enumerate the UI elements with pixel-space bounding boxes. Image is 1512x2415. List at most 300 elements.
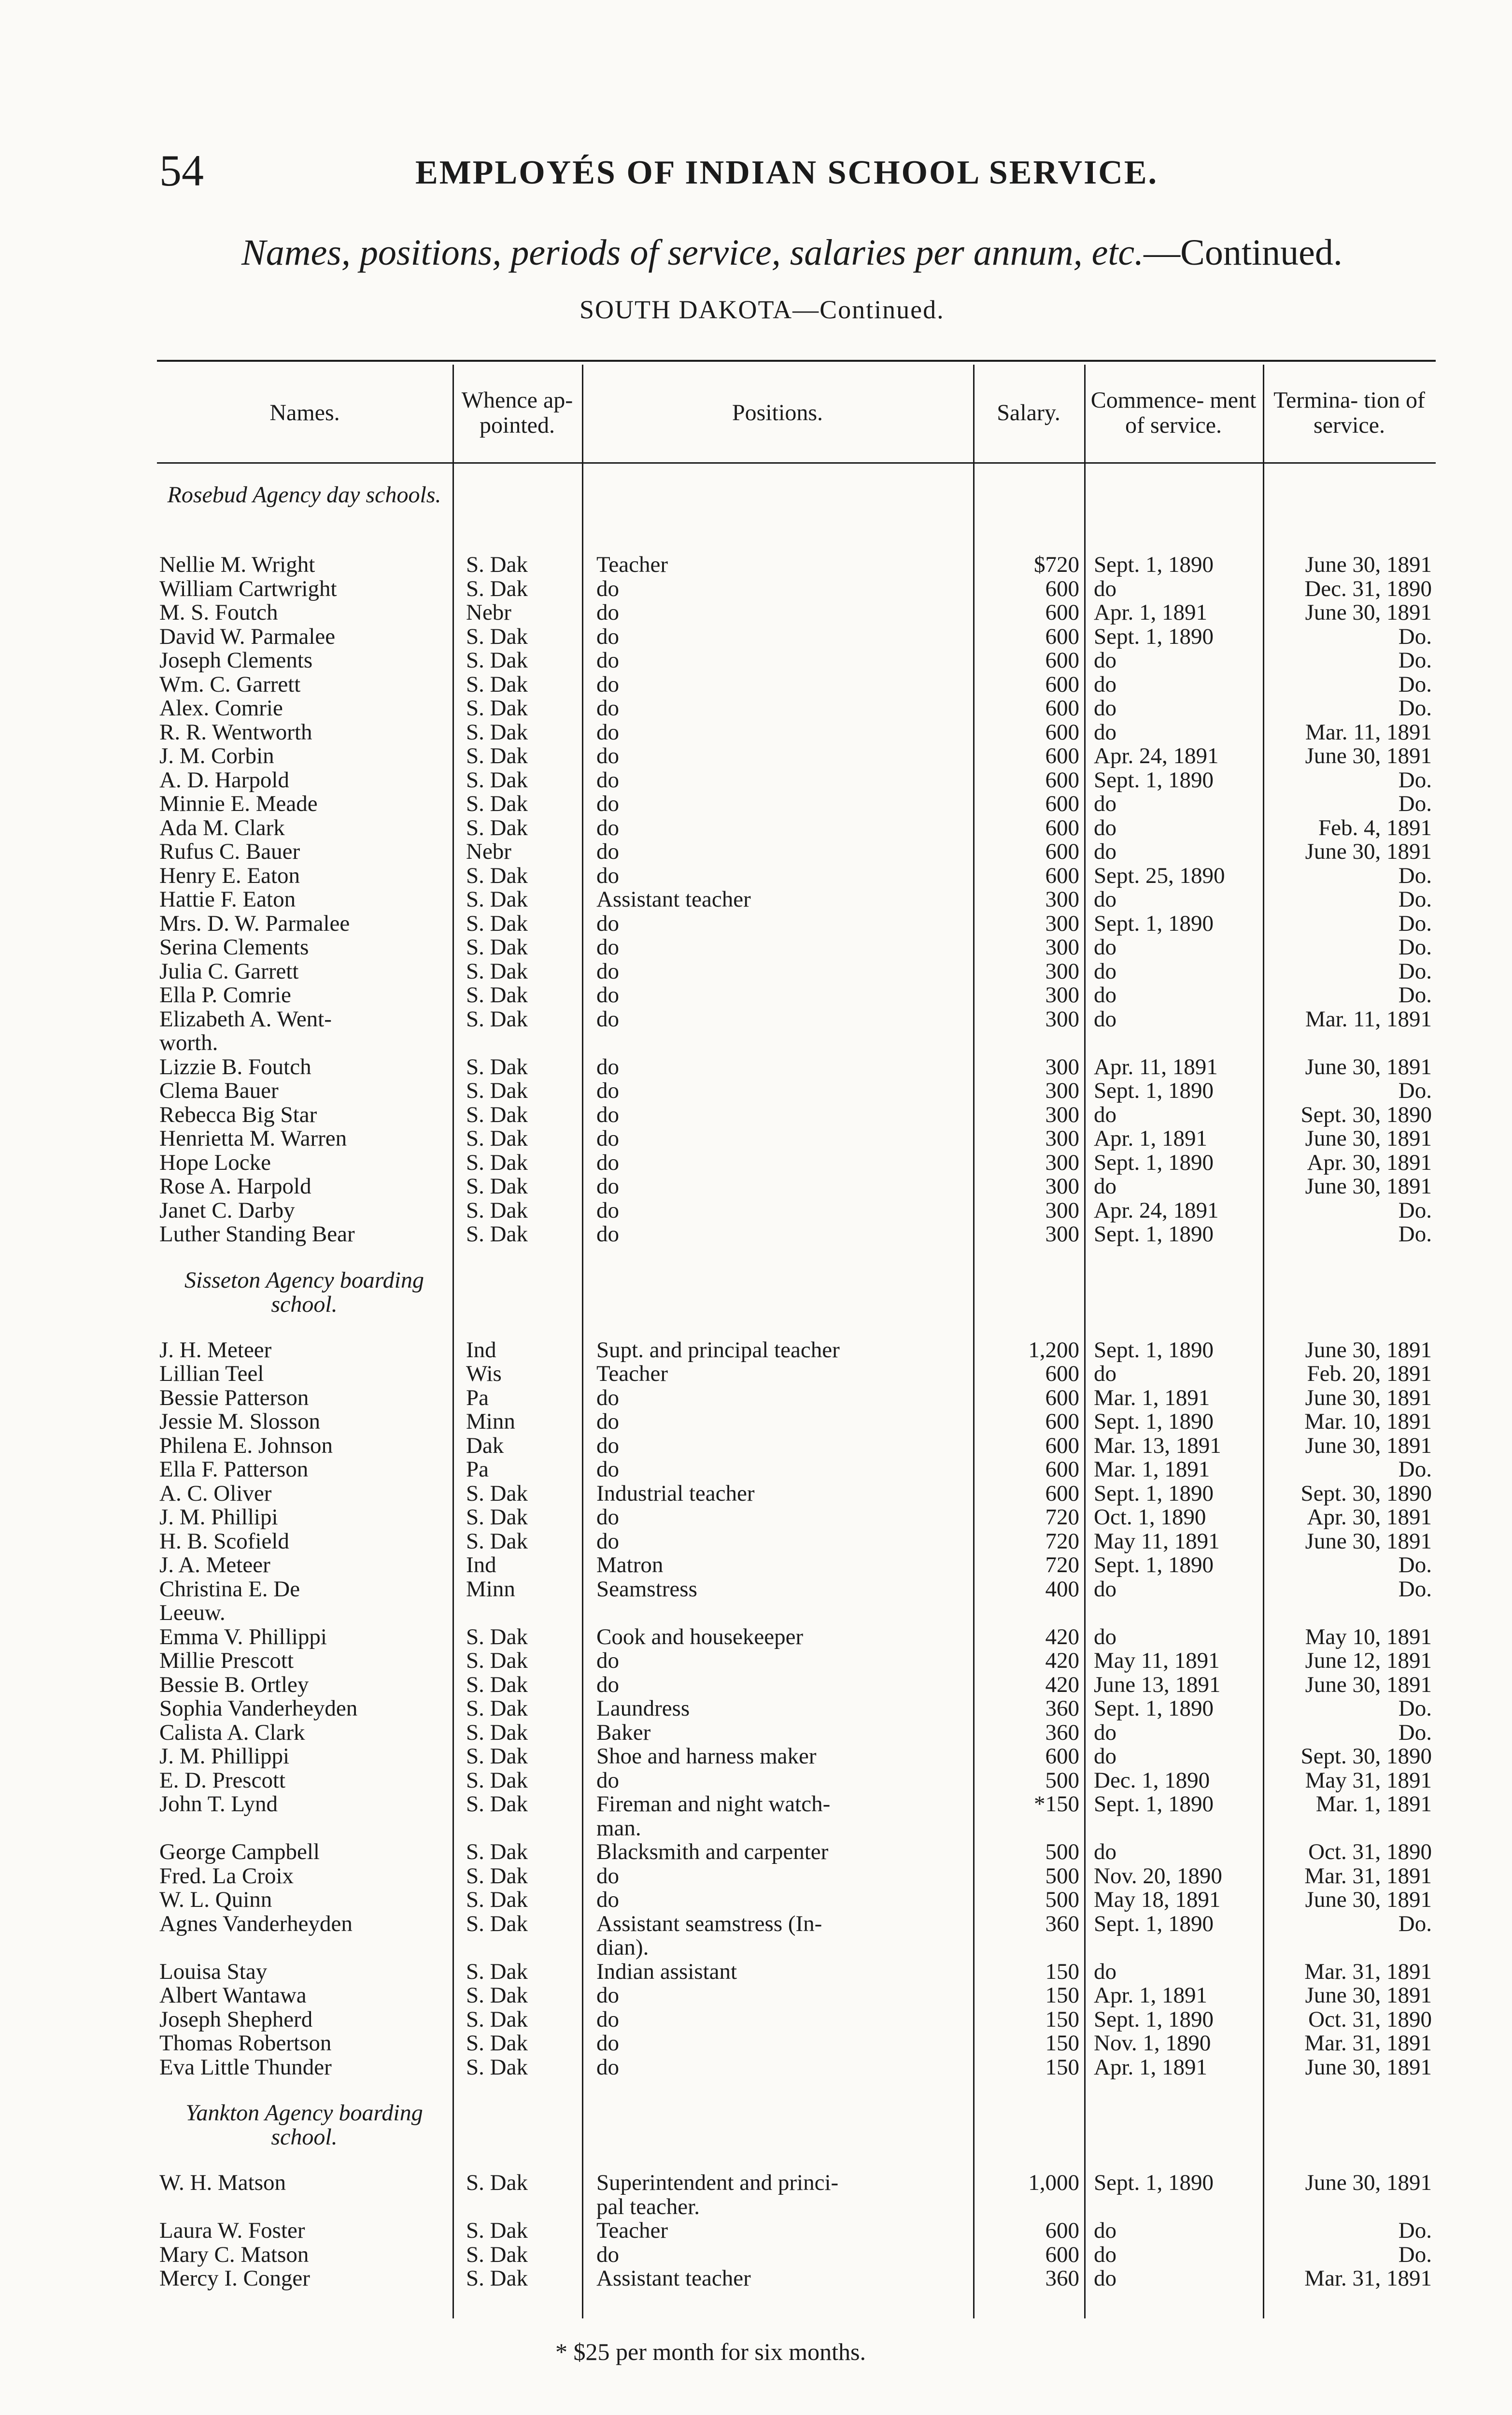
whence-appointed: S. Dak xyxy=(466,2171,528,2195)
termination-date: Do. xyxy=(1398,1079,1432,1103)
termination-date: Do. xyxy=(1398,1222,1432,1247)
termination-date: June 30, 1891 xyxy=(1305,1984,1432,2008)
commencement-date: Mar. 13, 1891 xyxy=(1094,1434,1221,1458)
commencement-date: do xyxy=(1094,936,1116,960)
employee-name: Rufus C. Bauer xyxy=(159,840,300,864)
commencement-date: Apr. 1, 1891 xyxy=(1094,601,1207,625)
table-row xyxy=(157,1984,1436,2008)
table-row xyxy=(157,936,1436,960)
termination-date: June 30, 1891 xyxy=(1305,2055,1432,2079)
salary: 600 xyxy=(1045,1745,1079,1769)
commencement-date: Apr. 11, 1891 xyxy=(1094,1055,1218,1079)
whence-appointed: Pa xyxy=(466,1458,489,1482)
termination-date: Do. xyxy=(1398,864,1432,888)
whence-appointed: S. Dak xyxy=(466,1151,528,1175)
whence-appointed: S. Dak xyxy=(466,2007,528,2031)
position: do xyxy=(596,1888,619,1912)
table-row xyxy=(157,673,1436,697)
employee-name: Ada M. Clark xyxy=(159,816,285,840)
salary: 150 xyxy=(1045,1984,1079,2008)
commencement-date: do xyxy=(1094,1960,1116,1984)
termination-date: Do. xyxy=(1398,936,1432,960)
table-row xyxy=(157,2171,1436,2195)
whence-appointed: S. Dak xyxy=(466,983,528,1008)
employee-name: Jessie M. Slosson xyxy=(159,1410,320,1434)
position: do xyxy=(596,1673,619,1697)
employee-name: Alex. Comrie xyxy=(159,696,283,721)
commencement-date: do xyxy=(1094,649,1116,673)
position: do xyxy=(596,1079,619,1103)
employee-name: Agnes Vanderheyden xyxy=(159,1912,353,1936)
salary: 600 xyxy=(1045,816,1079,840)
commencement-date: do xyxy=(1094,1840,1116,1864)
commencement-date: Sept. 1, 1890 xyxy=(1094,625,1214,649)
table-row xyxy=(157,1912,1436,1936)
whence-appointed: S. Dak xyxy=(466,625,528,649)
table-row xyxy=(157,1792,1436,1817)
salary: $720 xyxy=(1034,553,1079,577)
position: Baker xyxy=(596,1720,651,1745)
commencement-date: June 13, 1891 xyxy=(1094,1673,1221,1697)
whence-appointed: S. Dak xyxy=(466,864,528,888)
table-row xyxy=(157,1769,1436,1793)
salary: 150 xyxy=(1045,1960,1079,1984)
employee-name: W. L. Quinn xyxy=(159,1888,272,1912)
subtitle-continued: —Continued. xyxy=(1144,232,1342,273)
commencement-date: do xyxy=(1094,1577,1116,1601)
whence-appointed: S. Dak xyxy=(466,1506,528,1530)
whence-appointed: S. Dak xyxy=(466,2219,528,2243)
salary: 150 xyxy=(1045,2007,1079,2031)
position: Teacher xyxy=(596,2219,668,2243)
table-row xyxy=(157,1673,1436,1697)
employee-name: Rebecca Big Star xyxy=(159,1103,317,1127)
table-subtitle xyxy=(241,232,1342,274)
position: do xyxy=(596,911,619,936)
table-row xyxy=(157,1151,1436,1175)
termination-date: June 30, 1891 xyxy=(1305,1386,1432,1410)
employee-name: Sophia Vanderheyden xyxy=(159,1697,358,1721)
employee-name: Julia C. Garrett xyxy=(159,959,299,983)
employee-name: A. C. Oliver xyxy=(159,1481,272,1506)
group-header xyxy=(157,2091,1436,2171)
termination-date: May 10, 1891 xyxy=(1305,1625,1432,1649)
commencement-date: Sept. 1, 1890 xyxy=(1094,768,1214,792)
page-number: 54 xyxy=(159,146,204,195)
salary: 300 xyxy=(1045,888,1079,912)
table-row xyxy=(157,1386,1436,1410)
salary: 600 xyxy=(1045,672,1079,696)
whence-appointed: S. Dak xyxy=(466,649,528,673)
salary: 600 xyxy=(1045,649,1079,673)
termination-date: Do. xyxy=(1398,672,1432,696)
termination-date: Mar. 31, 1891 xyxy=(1304,1960,1432,1984)
employee-table xyxy=(157,360,1436,2320)
employee-name: Millie Prescott xyxy=(159,1649,294,1673)
whence-appointed: S. Dak xyxy=(466,1007,528,1031)
salary: 1,000 xyxy=(1028,2171,1079,2195)
position: do xyxy=(596,720,619,744)
whence-appointed: S. Dak xyxy=(466,1960,528,1984)
commencement-date: Sept. 25, 1890 xyxy=(1094,864,1225,888)
position: do xyxy=(596,1410,619,1434)
position: do xyxy=(596,2055,619,2079)
employee-name: Minnie E. Meade xyxy=(159,792,318,816)
whence-appointed: S. Dak xyxy=(466,1079,528,1103)
table-row xyxy=(157,1008,1436,1032)
salary: 150 xyxy=(1045,2055,1079,2079)
salary: 600 xyxy=(1045,744,1079,768)
termination-date: June 30, 1891 xyxy=(1305,553,1432,577)
employee-name: Calista A. Clark xyxy=(159,1720,305,1745)
commencement-date: do xyxy=(1094,959,1116,983)
table-row xyxy=(157,1482,1436,1506)
table-body xyxy=(157,473,1436,2291)
table-row xyxy=(157,1721,1436,1745)
position: Teacher xyxy=(596,553,668,577)
salary: 600 xyxy=(1045,2243,1079,2267)
position: do xyxy=(596,816,619,840)
employee-name: R. R. Wentworth xyxy=(159,720,312,744)
commencement-date: May 18, 1891 xyxy=(1094,1888,1221,1912)
termination-date: Do. xyxy=(1398,768,1432,792)
employee-name: Clema Bauer xyxy=(159,1079,279,1103)
group-spacer xyxy=(157,1247,1436,1259)
position: Superintendent and princi- xyxy=(596,2171,839,2195)
position: Assistant seamstress (In- xyxy=(596,1912,822,1936)
whence-appointed: Nebr xyxy=(466,601,511,625)
termination-date: Do. xyxy=(1398,625,1432,649)
termination-date: Do. xyxy=(1398,1697,1432,1721)
employee-name: Ella P. Comrie xyxy=(159,983,291,1008)
table-row xyxy=(157,553,1436,577)
salary: *150 xyxy=(1034,1792,1079,1817)
table-row xyxy=(157,625,1436,649)
termination-date: Do. xyxy=(1398,1912,1432,1936)
employee-name: Joseph Clements xyxy=(159,649,313,673)
table-row xyxy=(157,2267,1436,2291)
position: do xyxy=(596,1175,619,1199)
table-row xyxy=(157,577,1436,601)
table-row xyxy=(157,1434,1436,1458)
commencement-date: Sept. 1, 1890 xyxy=(1094,553,1214,577)
employee-name: Joseph Shepherd xyxy=(159,2007,313,2031)
commencement-date: do xyxy=(1094,696,1116,721)
commencement-date: do xyxy=(1094,1175,1116,1199)
employee-name: Luther Standing Bear xyxy=(159,1222,355,1247)
salary: 500 xyxy=(1045,1768,1079,1792)
table-row xyxy=(157,1840,1436,1864)
employee-name: Fred. La Croix xyxy=(159,1864,294,1888)
whence-appointed: S. Dak xyxy=(466,959,528,983)
commencement-date: Sept. 1, 1890 xyxy=(1094,1222,1214,1247)
table-row xyxy=(157,1530,1436,1554)
whence-appointed: S. Dak xyxy=(466,792,528,816)
position: do xyxy=(596,577,619,601)
whence-appointed: S. Dak xyxy=(466,1673,528,1697)
salary: 600 xyxy=(1045,1458,1079,1482)
whence-appointed: S. Dak xyxy=(466,577,528,601)
footnote: * $25 per month for six months. xyxy=(555,2338,866,2365)
header-commencement: Commence- ment of service. xyxy=(1090,387,1257,438)
salary: 600 xyxy=(1045,1410,1079,1434)
table-row xyxy=(157,2031,1436,2056)
termination-date: Apr. 30, 1891 xyxy=(1307,1151,1432,1175)
group-header xyxy=(157,473,1436,553)
position: do xyxy=(596,1984,619,2008)
table-row xyxy=(157,1649,1436,1673)
table-row xyxy=(157,816,1436,840)
position: do xyxy=(596,792,619,816)
group-title: Yankton Agency boarding school. xyxy=(185,2100,423,2149)
commencement-date: do xyxy=(1094,672,1116,696)
whence-appointed: S. Dak xyxy=(466,1055,528,1079)
position: do xyxy=(596,1151,619,1175)
position: do xyxy=(596,1055,619,1079)
employee-name: Mercy I. Conger xyxy=(159,2267,310,2291)
position: man. xyxy=(596,1816,641,1840)
employee-name: H. B. Scofield xyxy=(159,1529,289,1553)
whence-appointed: S. Dak xyxy=(466,1529,528,1553)
termination-date: Do. xyxy=(1398,1553,1432,1577)
salary: 600 xyxy=(1045,601,1079,625)
salary: 360 xyxy=(1045,1697,1079,1721)
employee-name: Rose A. Harpold xyxy=(159,1175,311,1199)
table-row xyxy=(157,1625,1436,1649)
position: Teacher xyxy=(596,1362,668,1386)
employee-name: Laura W. Foster xyxy=(159,2219,305,2243)
commencement-date: Nov. 1, 1890 xyxy=(1094,2031,1211,2056)
employee-name: Thomas Robertson xyxy=(159,2031,332,2056)
whence-appointed: Dak xyxy=(466,1434,504,1458)
position: do xyxy=(596,625,619,649)
position: Fireman and night watch- xyxy=(596,1792,831,1817)
commencement-date: Sept. 1, 1890 xyxy=(1094,911,1214,936)
subtitle-text: Names, positions, periods of service, salaries per annum, etc. xyxy=(241,232,1144,273)
header-bottom-rule xyxy=(157,462,1436,464)
commencement-date: Mar. 1, 1891 xyxy=(1094,1386,1210,1410)
salary: 600 xyxy=(1045,696,1079,721)
position: do xyxy=(596,1458,619,1482)
commencement-date: do xyxy=(1094,792,1116,816)
termination-date: Do. xyxy=(1398,649,1432,673)
commencement-date: Sept. 1, 1890 xyxy=(1094,1553,1214,1577)
salary: 600 xyxy=(1045,840,1079,864)
position: do xyxy=(596,649,619,673)
position: do xyxy=(596,601,619,625)
whence-appointed: S. Dak xyxy=(466,1222,528,1247)
whence-appointed: S. Dak xyxy=(466,1198,528,1222)
termination-date: June 30, 1891 xyxy=(1305,1888,1432,1912)
employee-name: Hope Locke xyxy=(159,1151,271,1175)
termination-date: Feb. 4, 1891 xyxy=(1318,816,1432,840)
termination-date: June 30, 1891 xyxy=(1305,1127,1432,1151)
whence-appointed: Minn xyxy=(466,1577,515,1601)
employee-name: J. A. Meteer xyxy=(159,1553,270,1577)
commencement-date: Nov. 20, 1890 xyxy=(1094,1864,1222,1888)
commencement-date: do xyxy=(1094,1007,1116,1031)
commencement-date: do xyxy=(1094,1103,1116,1127)
position: Cook and housekeeper xyxy=(596,1625,804,1649)
position: Matron xyxy=(596,1553,664,1577)
whence-appointed: S. Dak xyxy=(466,1720,528,1745)
employee-name: J. M. Corbin xyxy=(159,744,274,768)
salary: 500 xyxy=(1045,1864,1079,1888)
position: do xyxy=(596,744,619,768)
commencement-date: Sept. 1, 1890 xyxy=(1094,1151,1214,1175)
position: do xyxy=(596,864,619,888)
whence-appointed: S. Dak xyxy=(466,1840,528,1864)
commencement-date: do xyxy=(1094,1625,1116,1649)
header-names: Names. xyxy=(269,400,340,426)
termination-date: June 30, 1891 xyxy=(1305,1434,1432,1458)
commencement-date: do xyxy=(1094,983,1116,1008)
whence-appointed: Minn xyxy=(466,1410,515,1434)
commencement-date: do xyxy=(1094,888,1116,912)
table-row xyxy=(157,696,1436,721)
employee-name: John T. Lynd xyxy=(159,1792,278,1817)
termination-date: Do. xyxy=(1398,959,1432,983)
table-row xyxy=(157,1031,1436,1055)
commencement-date: Sept. 1, 1890 xyxy=(1094,1912,1214,1936)
table-top-rule xyxy=(157,360,1436,362)
employee-name: Nellie M. Wright xyxy=(159,553,315,577)
commencement-date: Sept. 1, 1890 xyxy=(1094,2007,1214,2031)
group-title: Rosebud Agency day schools. xyxy=(167,482,441,507)
employee-name: Philena E. Johnson xyxy=(159,1434,333,1458)
salary: 600 xyxy=(1045,2219,1079,2243)
position: do xyxy=(596,1768,619,1792)
termination-date: June 30, 1891 xyxy=(1305,1055,1432,1079)
position: do xyxy=(596,1386,619,1410)
employee-name: J. M. Phillipi xyxy=(159,1506,278,1530)
commencement-date: do xyxy=(1094,816,1116,840)
position: do xyxy=(596,2243,619,2267)
whence-appointed: S. Dak xyxy=(466,911,528,936)
salary: 500 xyxy=(1045,1840,1079,1864)
termination-date: Do. xyxy=(1398,792,1432,816)
salary: 420 xyxy=(1045,1649,1079,1673)
position: do xyxy=(596,1007,619,1031)
whence-appointed: S. Dak xyxy=(466,888,528,912)
salary: 300 xyxy=(1045,1175,1079,1199)
employee-name: Bessie Patterson xyxy=(159,1386,309,1410)
salary: 300 xyxy=(1045,1103,1079,1127)
commencement-date: Apr. 1, 1891 xyxy=(1094,1127,1207,1151)
table-row xyxy=(157,1960,1436,1984)
salary: 360 xyxy=(1045,1912,1079,1936)
commencement-date: Sept. 1, 1890 xyxy=(1094,1792,1214,1817)
salary: 300 xyxy=(1045,1007,1079,1031)
position: do xyxy=(596,840,619,864)
employee-name: George Campbell xyxy=(159,1840,320,1864)
table-row xyxy=(157,1577,1436,1602)
commencement-date: do xyxy=(1094,577,1116,601)
position: do xyxy=(596,2007,619,2031)
position: dian). xyxy=(596,1936,649,1960)
table-row xyxy=(157,1553,1436,1577)
position: do xyxy=(596,1864,619,1888)
position: do xyxy=(596,2031,619,2056)
termination-date: Mar. 11, 1891 xyxy=(1305,1007,1432,1031)
termination-date: Mar. 31, 1891 xyxy=(1304,2267,1432,2291)
position: do xyxy=(596,672,619,696)
table-row xyxy=(157,1506,1436,1530)
employee-name: J. H. Meteer xyxy=(159,1338,272,1362)
table-row xyxy=(157,1127,1436,1151)
salary: 600 xyxy=(1045,768,1079,792)
termination-date: Mar. 1, 1891 xyxy=(1315,1792,1432,1817)
commencement-date: do xyxy=(1094,2243,1116,2267)
whence-appointed: S. Dak xyxy=(466,720,528,744)
whence-appointed: S. Dak xyxy=(466,1649,528,1673)
whence-appointed: S. Dak xyxy=(466,1984,528,2008)
employee-name: E. D. Prescott xyxy=(159,1768,286,1792)
commencement-date: Sept. 1, 1890 xyxy=(1094,1079,1214,1103)
table-row xyxy=(157,744,1436,768)
salary: 300 xyxy=(1045,1198,1079,1222)
salary: 300 xyxy=(1045,959,1079,983)
salary: 300 xyxy=(1045,911,1079,936)
salary: 300 xyxy=(1045,1055,1079,1079)
termination-date: Mar. 11, 1891 xyxy=(1305,720,1432,744)
table-row xyxy=(157,960,1436,984)
position: do xyxy=(596,1127,619,1151)
salary: 400 xyxy=(1045,1577,1079,1601)
salary: 600 xyxy=(1045,1386,1079,1410)
whence-appointed: S. Dak xyxy=(466,744,528,768)
termination-date: June 30, 1891 xyxy=(1305,840,1432,864)
commencement-date: Sept. 1, 1890 xyxy=(1094,1481,1214,1506)
group-header xyxy=(157,1259,1436,1338)
table-row xyxy=(157,1697,1436,1721)
salary: 420 xyxy=(1045,1673,1079,1697)
salary: 420 xyxy=(1045,1625,1079,1649)
table-row xyxy=(157,2243,1436,2267)
employee-name: Hattie F. Eaton xyxy=(159,888,296,912)
commencement-date: May 11, 1891 xyxy=(1094,1529,1220,1553)
employee-name: Janet C. Darby xyxy=(159,1198,295,1222)
table-row xyxy=(157,983,1436,1008)
termination-date: Do. xyxy=(1398,1720,1432,1745)
salary: 300 xyxy=(1045,1151,1079,1175)
commencement-date: Sept. 1, 1890 xyxy=(1094,1697,1214,1721)
commencement-date: Apr. 24, 1891 xyxy=(1094,1198,1219,1222)
employee-name: W. H. Matson xyxy=(159,2171,286,2195)
employee-name: Wm. C. Garrett xyxy=(159,672,301,696)
termination-date: Mar. 31, 1891 xyxy=(1304,1864,1432,1888)
salary: 600 xyxy=(1045,792,1079,816)
position: do xyxy=(596,936,619,960)
position: do xyxy=(596,768,619,792)
table-row xyxy=(157,1222,1436,1247)
table-row xyxy=(157,792,1436,816)
whence-appointed: S. Dak xyxy=(466,1912,528,1936)
position: do xyxy=(596,1198,619,1222)
termination-date: Sept. 30, 1890 xyxy=(1300,1745,1432,1769)
table-row xyxy=(157,2195,1436,2219)
header-positions: Positions. xyxy=(732,400,823,426)
termination-date: June 30, 1891 xyxy=(1305,1673,1432,1697)
termination-date: Oct. 31, 1890 xyxy=(1308,1840,1432,1864)
position: Indian assistant xyxy=(596,1960,737,1984)
termination-date: June 30, 1891 xyxy=(1305,744,1432,768)
header-whence: Whence ap- pointed. xyxy=(461,387,573,438)
whence-appointed: S. Dak xyxy=(466,1792,528,1817)
whence-appointed: S. Dak xyxy=(466,1481,528,1506)
termination-date: June 30, 1891 xyxy=(1305,1529,1432,1553)
whence-appointed: Ind xyxy=(466,1553,496,1577)
